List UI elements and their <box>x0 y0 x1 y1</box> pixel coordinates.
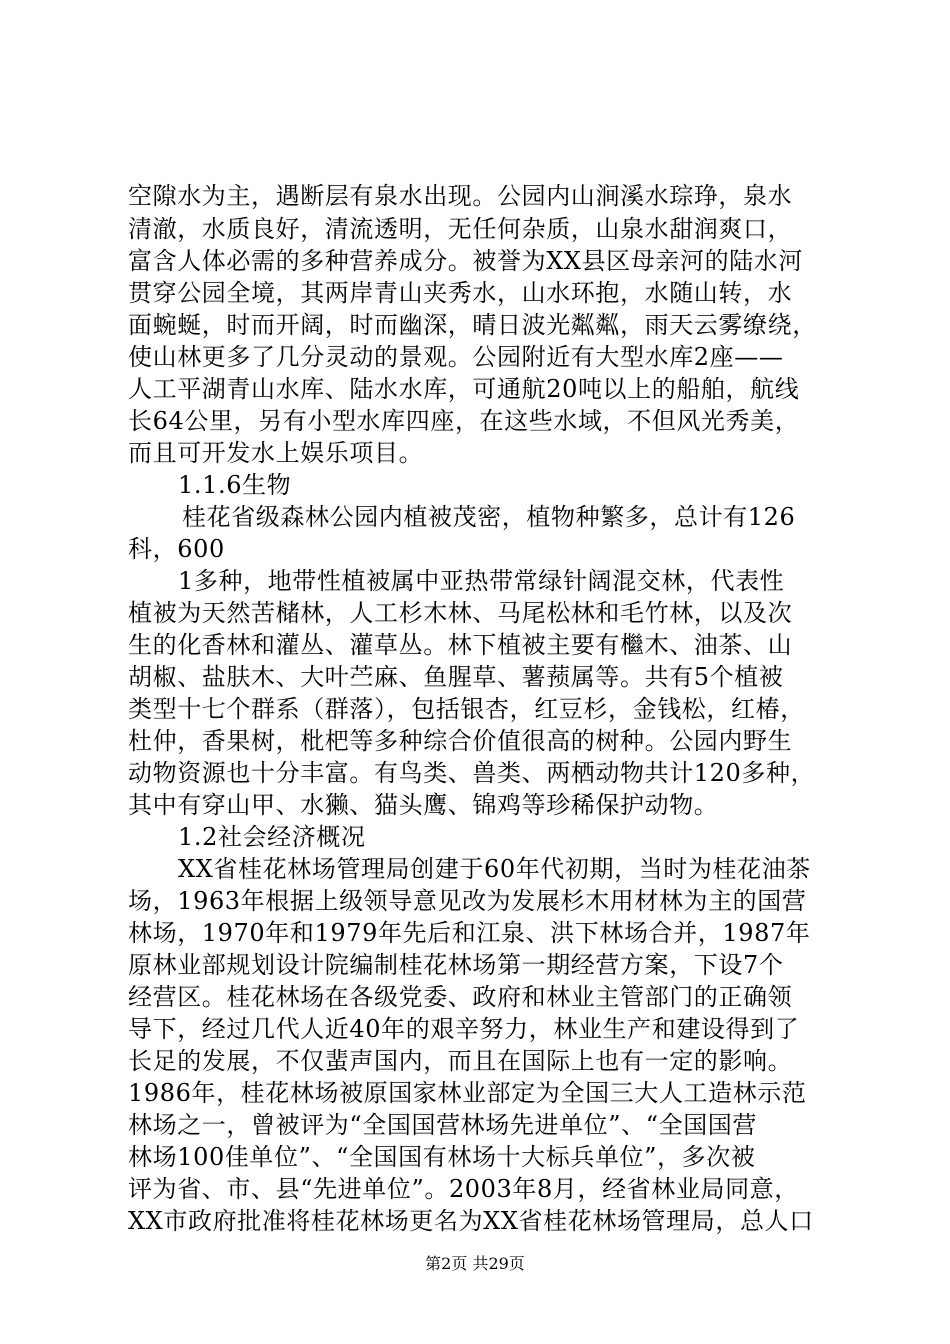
text-line: 生的化香林和灌丛、灌草丛。林下植被主要有檵木、油茶、山 <box>128 631 793 659</box>
text-line: 原林业部规划设计院编制桂花林场第一期经营方案，下设7个 <box>128 951 784 979</box>
text-line: 使山林更多了几分灵动的景观。公园附近有大型水库2座—— <box>128 343 784 371</box>
text-line: 清澈，水质良好，清流透明，无任何杂质，山泉水甜润爽口， <box>128 215 793 243</box>
text-line: 长足的发展，不仅蜚声国内，而且在国际上也有一定的影响。 <box>128 1047 793 1075</box>
text-line: 桂花省级森林公园内植被茂密，植物种繁多，总计有126 <box>182 503 796 531</box>
text-line: 贯穿公园全境，其两岸青山夹秀水，山水环抱，水随山转，水 <box>128 279 793 307</box>
page-number-footer: 第2页 共29页 <box>425 1254 525 1273</box>
text-line: XX省桂花林场管理局创建于60年代初期，当时为桂花油茶 <box>178 855 811 883</box>
text-line: 类型十七个群系（群落），包括银杏，红豆杉，金钱松，红椿， <box>128 695 805 723</box>
text-line: 动物资源也十分丰富。有鸟类、兽类、两栖动物共计120多种， <box>128 759 816 787</box>
text-line: 1多种，地带性植被属中亚热带常绿针阔混交林，代表性 <box>178 567 785 595</box>
text-line: 空隙水为主，遇断层有泉水出现。公园内山涧溪水琮琤，泉水 <box>128 182 793 210</box>
text-line: 评为省、市、县“先进单位”。2003年8月，经省林业局同意， <box>128 1175 799 1203</box>
text-line: 杜仲，香果树，枇杷等多种综合价值很高的树种。公园内野生 <box>128 727 793 755</box>
text-line: 其中有穿山甲、水獭、猫头鹰、锦鸡等珍稀保护动物。 <box>128 791 719 819</box>
text-line: 胡椒、盐肤木、大叶苎麻、鱼腥草、薯蓣属等。共有5个植被 <box>128 663 784 691</box>
text-line: 科，600 <box>128 535 225 563</box>
text-line: 场，1963年根据上级领导意见改为发展杉木用材林为主的国营 <box>128 887 807 915</box>
text-line: 植被为天然苦槠林，人工杉木林、马尾松林和毛竹林，以及次 <box>128 599 793 627</box>
text-line: XX市政府批准将桂花林场更名为XX省桂花林场管理局，总人口 <box>128 1207 814 1235</box>
text-line: 长64公里，另有小型水库四座，在这些水域，不但风光秀美， <box>128 407 800 435</box>
section-heading: 1.1.6生物 <box>178 471 292 499</box>
text-line: 林场之一，曾被评为“全国国营林场先进单位”、“全国国营 <box>128 1111 758 1139</box>
text-line: 林场100佳单位”、“全国国有林场十大标兵单位”，多次被 <box>128 1143 756 1171</box>
text-line: 富含人体必需的多种营养成分。被誉为XX县区母亲河的陆水河 <box>128 247 803 275</box>
text-line: 而且可开发水上娱乐项目。 <box>128 439 424 467</box>
text-line: 林场，1970年和1979年先后和江泉、洪下林场合并，1987年 <box>128 919 811 947</box>
section-heading: 1.2社会经济概况 <box>178 823 366 851</box>
text-line: 人工平湖青山水库、陆水水库，可通航20吨以上的船舶，航线 <box>128 375 800 403</box>
text-line: 1986年，桂花林场被原国家林业部定为全国三大人工造林示范 <box>128 1079 807 1107</box>
text-line: 经营区。桂花林场在各级党委、政府和林业主管部门的正确领 <box>128 983 793 1011</box>
text-line: 面蜿蜒，时而开阔，时而幽深，晴日波光粼粼，雨天云雾缭绕， <box>128 311 817 339</box>
text-line: 导下，经过几代人近40年的艰辛努力，林业生产和建设得到了 <box>128 1015 800 1043</box>
